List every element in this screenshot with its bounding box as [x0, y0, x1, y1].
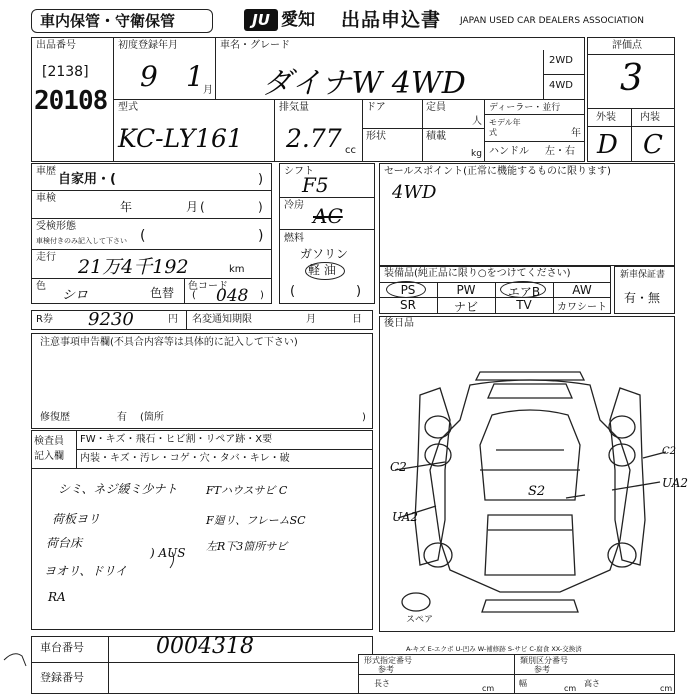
- org-logo-text: JU: [252, 11, 270, 29]
- ju-logo: [244, 9, 278, 31]
- type-label: 型式: [118, 102, 138, 113]
- repair-label: 修復歴: [40, 412, 70, 423]
- registration-label: 初度登録年月: [118, 40, 178, 51]
- r-ticket-value: 9230: [88, 309, 134, 330]
- repair-value: 有: [117, 412, 127, 423]
- type-spec-ref: 参考: [378, 665, 394, 674]
- color-code-value: 048: [216, 286, 249, 306]
- deadline-month-unit: 月: [306, 314, 316, 325]
- history-close: ): [258, 172, 264, 187]
- exterior-value: D: [597, 130, 618, 160]
- fuel-close: ): [356, 284, 362, 299]
- shape-label: 形状: [366, 131, 386, 142]
- cooling-value: AC: [313, 204, 343, 228]
- inspector-exterior-keys: FW・キズ・飛石・ヒビ割・リペア跡・X要: [80, 434, 273, 445]
- inspection-open: (: [200, 200, 205, 214]
- drive-option-4wd: 4WD: [549, 80, 573, 91]
- lot-label: 出品番号: [36, 40, 76, 51]
- remark-brace: ) AUS: [150, 546, 186, 560]
- registration-month-unit: 月: [203, 85, 213, 96]
- equipment-leather-seat: カワシート: [557, 302, 607, 313]
- remark-5: RA: [48, 590, 66, 604]
- deadline-label: 名変通知期限: [192, 314, 252, 325]
- category-label: 類別区分番号: [520, 656, 568, 665]
- mark-ua2-left: UA2: [392, 510, 419, 524]
- warranty-label: 新車保証書: [620, 270, 666, 280]
- mileage-value: 21万4千192: [78, 256, 189, 278]
- color-open: (: [192, 290, 196, 301]
- inspector-label-1: 検査員: [34, 436, 64, 447]
- rating-label: 評価点: [612, 40, 642, 51]
- width-unit: cm: [564, 684, 577, 693]
- reg-number-label: 登録番号: [40, 671, 84, 684]
- remark-3: 荷台床: [46, 536, 83, 550]
- history-label: 車歴: [36, 166, 56, 177]
- capacity-label: 定員: [426, 102, 446, 113]
- length-unit: cm: [482, 684, 495, 693]
- remark-right-2: F廻リ、フレームSC: [206, 514, 306, 527]
- door-label: ドア: [366, 102, 386, 113]
- cooling-label: 冷房: [284, 200, 304, 211]
- interior-value: C: [643, 130, 663, 160]
- airbag-circle: [500, 281, 546, 298]
- fuel-light-oil: 軽 油: [308, 263, 336, 277]
- notes-label: 注意事項申告欄(不具合内容等は具体的に記入して下さい): [40, 337, 298, 348]
- displacement-value: 2.77: [286, 124, 342, 153]
- handle-options: 左・右: [545, 146, 575, 157]
- mark-c2-right: C2: [662, 446, 677, 457]
- receipt-close: ): [258, 228, 264, 244]
- car-name-value: ダイナW 4WD: [262, 66, 466, 101]
- form-title: 出品申込書: [341, 9, 442, 31]
- load-label: 積載: [426, 131, 446, 142]
- exterior-label: 外装: [596, 112, 616, 123]
- color-label: 色: [36, 281, 46, 292]
- mark-c2-left: C2: [390, 460, 407, 474]
- warranty-options: 有・無: [624, 291, 661, 305]
- mark-ua2-right: UA2: [662, 476, 689, 490]
- receipt-open: (: [140, 228, 146, 244]
- dealer-label: ディーラー・並行: [489, 103, 561, 113]
- drive-option-2wd: 2WD: [549, 55, 573, 66]
- association-name: JAPAN USED CAR DEALERS ASSOCIATION: [460, 16, 644, 26]
- length-label: 長さ: [374, 679, 390, 688]
- displacement-unit: cc: [345, 145, 356, 156]
- chassis-label: 車台番号: [40, 641, 84, 654]
- model-year-label: モデル年式: [489, 118, 521, 137]
- equipment-tv: TV: [516, 298, 532, 312]
- equipment-aw: AW: [572, 283, 592, 297]
- ps-circle: [386, 281, 426, 298]
- capacity-unit: 人: [472, 116, 482, 127]
- displacement-label: 排気量: [279, 102, 309, 113]
- inspection-label: 車検: [36, 193, 56, 204]
- org-name: 愛知: [281, 10, 315, 30]
- equipment-navi: ナビ: [453, 300, 478, 314]
- fuel-gasoline: ガソリン: [300, 247, 349, 261]
- mileage-unit: km: [229, 264, 245, 275]
- lot-number: 20108: [34, 86, 108, 116]
- model-year-unit: 年: [571, 128, 581, 139]
- chassis-value: 0004318: [156, 634, 254, 659]
- equipment-ps: PS: [400, 283, 416, 297]
- type-value: KC-LY161: [118, 124, 243, 153]
- height-unit: cm: [660, 684, 673, 693]
- shift-value: F5: [302, 173, 329, 197]
- sales-point-value: 4WD: [392, 182, 437, 203]
- lot-sub-number: [2138]: [42, 64, 89, 80]
- storage-label: 車内保管・守衛保管: [40, 12, 176, 30]
- type-spec-label: 形式指定番号: [364, 656, 412, 665]
- sales-point-box: [379, 163, 675, 266]
- receipt-note: 車検付きのみ記入して下さい: [36, 237, 127, 245]
- color-value: シロ: [62, 288, 89, 303]
- color-code-label: 色コード: [188, 281, 228, 292]
- interior-label: 内装: [640, 112, 660, 123]
- sales-point-label: セールスポイント(正常に機能するものに限ります): [384, 166, 611, 177]
- handle-label: ハンドル: [489, 146, 529, 157]
- car-name-label: 車名・グレード: [220, 40, 290, 51]
- repair-location-open: (箇所: [140, 412, 164, 423]
- equipment-pw: PW: [456, 283, 476, 297]
- mark-s2: S2: [528, 484, 546, 499]
- fuel-label: 燃料: [284, 233, 304, 244]
- diagram-box: [379, 316, 675, 632]
- registration-month: 1: [186, 60, 204, 93]
- height-label: 高さ: [584, 679, 600, 688]
- equipment-airbag: エアB: [507, 285, 541, 299]
- color-change-label: 色替: [150, 286, 175, 300]
- load-unit: kg: [471, 149, 482, 159]
- remark-right-1: FTハウスサビ C: [206, 484, 288, 497]
- inspector-label-2: 記入欄: [34, 451, 64, 462]
- inspector-interior-keys: 内装・キズ・汚レ・コゲ・穴・タバ・キレ・破: [80, 453, 290, 464]
- color-close: ): [260, 290, 264, 301]
- deadline-day-unit: 日: [352, 314, 362, 325]
- inspection-close: ): [258, 200, 263, 214]
- rating-value: 3: [620, 58, 643, 99]
- r-ticket-label: R券: [36, 314, 53, 325]
- remark-1: シミ、ネジ緩ミ少ナト: [58, 482, 178, 496]
- remark-4: ヨオリ、ドリイ: [44, 564, 128, 578]
- diagram-legend: A-キズ E-エクボ U-凹み W-補修跡 S-サビ C-腐食 XX-交換済: [406, 645, 582, 653]
- receipt-label: 受検形態: [36, 221, 76, 232]
- rear-date-label: 後日品: [384, 318, 414, 329]
- inspection-year-unit: 年: [120, 200, 133, 214]
- registration-year: 9: [140, 60, 158, 93]
- shift-label: シフト: [284, 166, 314, 177]
- repair-location-close: ): [362, 412, 366, 423]
- r-ticket-unit: 円: [168, 314, 178, 325]
- fuel-open: (: [290, 284, 296, 299]
- width-label: 幅: [519, 679, 527, 688]
- equipment-label: 装備品(純正品に限り○をつけてください): [384, 268, 571, 279]
- equipment-sr: SR: [400, 298, 416, 312]
- mileage-label: 走行: [36, 252, 56, 263]
- remark-right-3: 左R下3箇所サビ: [206, 540, 288, 553]
- spare-label: スペア: [406, 615, 434, 625]
- remark-2: 荷板ヨリ: [52, 512, 101, 526]
- category-ref: 参考: [534, 665, 550, 674]
- history-value: 自家用・(: [58, 172, 116, 187]
- inspection-month-unit: 月: [186, 200, 199, 214]
